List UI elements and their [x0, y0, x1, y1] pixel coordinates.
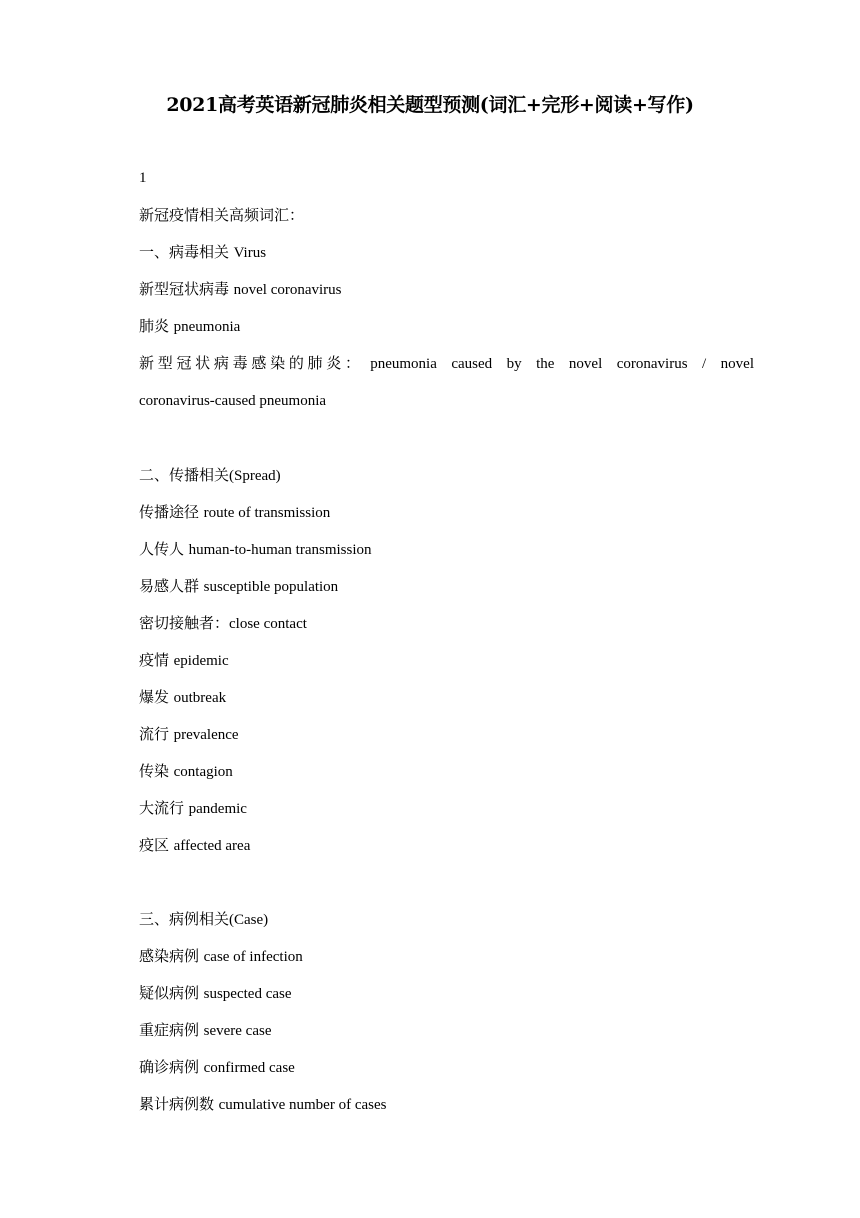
vocab-item: 流行 prevalence — [139, 725, 239, 743]
vocab-item: 确诊病例 confirmed case — [139, 1058, 295, 1076]
page-marker: 1 — [139, 170, 147, 186]
vocab-item: 累计病例数 cumulative number of cases — [139, 1095, 387, 1113]
vocab-item: 爆发 outbreak — [139, 688, 227, 706]
blank-line — [139, 426, 754, 463]
vocab-item: 疫区 affected area — [139, 836, 251, 854]
vocab-item: 传播途径 route of transmission — [139, 503, 331, 521]
vocab-item: 传染 contagion — [139, 762, 233, 780]
vocab-item: 疑似病例 suspected case — [139, 984, 292, 1002]
vocab-item: 重症病例 severe case — [139, 1021, 272, 1039]
vocab-item-long-continuation: coronavirus-caused pneumonia — [139, 393, 327, 409]
vocab-item: 大流行 pandemic — [139, 799, 247, 817]
vocab-item: 易感人群 susceptible population — [139, 577, 339, 595]
section-heading-virus: 一、病毒相关 Virus — [139, 243, 267, 261]
document-body — [139, 166, 754, 1129]
vocab-item: 疫情 epidemic — [139, 651, 229, 669]
vocab-item: 新型冠状病毒 novel coronavirus — [139, 280, 342, 298]
intro-line: 新冠疫情相关高频词汇： — [139, 206, 305, 224]
vocab-item: 肺炎 pneumonia — [139, 317, 241, 335]
document-title: 2021高考英语新冠肺炎相关题型预测(词汇+完形+阅读+写作) — [166, 94, 694, 116]
section-heading-spread: 二、传播相关(Spread) — [139, 466, 281, 484]
vocab-item-long: 新型冠状病毒感染的肺炎： pneumonia caused by the novel coronavirus / novel — [139, 354, 754, 372]
section-heading-case: 三、病例相关(Case) — [139, 910, 269, 928]
vocab-item: 人传人 human-to-human transmission — [139, 540, 372, 558]
vocab-item: 感染病例 case of infection — [139, 947, 303, 965]
vocab-item: 密切接触者：close contact — [139, 614, 307, 632]
blank-line — [139, 870, 754, 907]
